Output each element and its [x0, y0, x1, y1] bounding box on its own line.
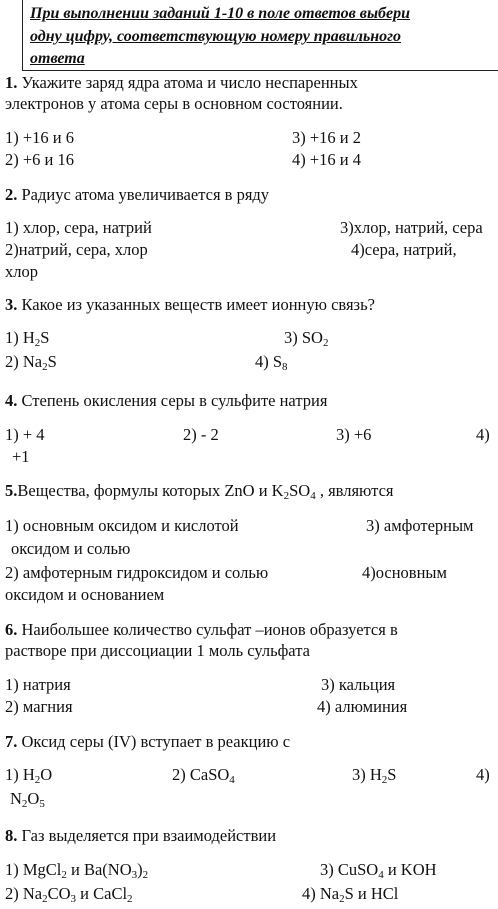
q8-text: Газ выделяется при взаимодействии — [17, 826, 277, 845]
q5-text-part: SO — [289, 481, 311, 500]
q3-opt1-part: 1) H — [5, 328, 35, 347]
q6-option-1[interactable]: 1) натрия — [5, 675, 71, 694]
q1-option-4[interactable]: 4) +16 и 4 — [292, 150, 362, 169]
q7-option-4[interactable]: 4) — [476, 765, 490, 784]
q8-opt2-part: и CaCl — [76, 884, 128, 903]
q5-subscript: 4 — [310, 490, 316, 502]
q5-option-4-continued: оксидом и основанием — [5, 585, 165, 604]
q7-opt4-subscript: 2 — [21, 798, 28, 810]
q8-opt2-subscript: 3 — [70, 893, 77, 905]
q7-text-line — [5, 732, 290, 751]
q7-opt4-subscript: 5 — [39, 798, 45, 810]
q3-opt4-subscript: 8 — [282, 361, 288, 373]
q8-option-4[interactable] — [302, 884, 398, 903]
q6-text-1: Наибольшее количество сульфат –ионов образуется в — [17, 620, 398, 639]
q3-number: 3. — [5, 295, 18, 314]
q8-opt1-subscript: 2 — [61, 869, 67, 881]
q8-opt1-part: ) — [137, 860, 143, 879]
q5-subscript: 2 — [283, 490, 290, 502]
q7-option-1[interactable] — [5, 765, 52, 784]
q8-opt3-subscript: 4 — [378, 869, 384, 881]
q5-option-4[interactable]: 4)основным — [362, 563, 447, 582]
q8-option-2[interactable] — [5, 884, 133, 903]
q8-opt4-subscript: 2 — [339, 893, 345, 905]
q6-text-line-2: растворе при диссоциации 1 моль сульфата — [5, 641, 310, 660]
q7-number: 7. — [5, 732, 18, 751]
q8-opt2-subscript: 2 — [42, 893, 48, 905]
q4-option-2[interactable]: 2) - 2 — [183, 425, 219, 444]
q8-opt1-part: 1) MgCl — [5, 860, 62, 879]
q5-text-part: , являются — [315, 481, 394, 500]
q5-text-part: Вещества, формулы которых ZnO и K — [17, 481, 284, 500]
q3-opt2-part: 2) Na — [5, 352, 43, 371]
q4-number: 4. — [5, 391, 18, 410]
q7-opt3-part: 3) H — [352, 765, 382, 784]
q8-opt3-part: и KOH — [383, 860, 437, 879]
q5-option-3[interactable]: 3) амфотерным — [366, 516, 474, 535]
q3-text: Какое из указанных веществ имеет ионную связь? — [17, 295, 375, 314]
q8-opt1-subscript: 2 — [142, 869, 149, 881]
q3-text-line — [5, 295, 375, 314]
q3-option-4[interactable] — [255, 352, 288, 371]
q8-opt4-part: 4) Na — [302, 884, 340, 903]
q1-text-line-2: электронов у атома серы в основном состоянии. — [5, 94, 343, 113]
q4-option-4-continued: +1 — [12, 447, 30, 466]
q3-opt2-subscript: 2 — [42, 361, 48, 373]
q3-opt1-subscript: 2 — [34, 337, 41, 349]
q7-opt3-part: S — [387, 765, 397, 784]
q7-opt3-subscript: 2 — [381, 774, 388, 786]
q8-opt2-subscript: 2 — [127, 893, 133, 905]
q1-option-2[interactable]: 2) +6 и 16 — [5, 150, 75, 169]
q2-text: Радиус атома увеличивается в ряду — [17, 185, 270, 204]
q3-option-1[interactable] — [5, 328, 49, 347]
q4-text: Степень окисления серы в сульфите натрия — [17, 391, 328, 410]
q4-option-4[interactable]: 4) — [476, 425, 490, 444]
q8-opt3-part: 3) CuSO — [320, 860, 379, 879]
instruction-line-3: ответа — [30, 50, 85, 67]
q7-option-2[interactable] — [172, 765, 235, 784]
q2-option-2[interactable]: 2)натрий, сера, хлор — [5, 240, 148, 259]
q6-option-3[interactable]: 3) кальция — [321, 675, 396, 694]
q5-text-line — [5, 481, 393, 500]
q7-option-3[interactable] — [352, 765, 396, 784]
q8-opt2-part: CO — [47, 884, 71, 903]
q8-option-3[interactable] — [320, 860, 437, 879]
q2-option-3[interactable]: 3)хлор, натрий, сера — [340, 218, 483, 237]
q3-option-2[interactable] — [5, 352, 57, 371]
q8-text-line — [5, 826, 276, 845]
q2-number: 2. — [5, 185, 18, 204]
q4-option-3[interactable]: 3) +6 — [336, 425, 372, 444]
q2-option-4-continued: хлор — [5, 262, 38, 281]
q3-option-3[interactable] — [284, 328, 328, 347]
q1-number: 1. — [5, 73, 18, 92]
q6-option-4[interactable]: 4) алюминия — [317, 697, 408, 716]
q7-text: Оксид серы (IV) вступает в реакцию с — [17, 732, 291, 751]
q1-text-line-1 — [5, 73, 358, 92]
q1-text-1: Укажите заряд ядра атома и число неспаренных — [17, 73, 358, 92]
q1-option-1[interactable]: 1) +16 и 6 — [5, 128, 75, 147]
q8-number: 8. — [5, 826, 18, 845]
q7-opt1-part: 1) H — [5, 765, 35, 784]
q2-text-line — [5, 185, 269, 204]
q8-opt1-part: и Ba(NO — [66, 860, 132, 879]
q7-opt4-part: N — [10, 789, 22, 808]
q4-text-line — [5, 391, 327, 410]
q8-opt2-part: 2) Na — [5, 884, 43, 903]
q7-option-4-continued — [10, 789, 45, 808]
q3-opt1-part: S — [40, 328, 50, 347]
q3-opt2-part: S — [47, 352, 57, 371]
q1-option-3[interactable]: 3) +16 и 2 — [292, 128, 362, 147]
q3-opt4-part: 4) S — [255, 352, 283, 371]
q7-opt1-subscript: 2 — [34, 774, 41, 786]
q7-opt1-part: O — [40, 765, 53, 784]
q6-option-2[interactable]: 2) магния — [5, 697, 73, 716]
q3-opt3-part: 3) SO — [284, 328, 323, 347]
q5-option-3-continued: оксидом и солью — [11, 539, 131, 558]
q2-option-4[interactable]: 4)сера, натрий, — [351, 240, 457, 259]
q2-option-1[interactable]: 1) хлор, сера, натрий — [5, 218, 152, 237]
q8-opt4-part: S и HCl — [344, 884, 399, 903]
q6-number: 6. — [5, 620, 18, 639]
instruction-line-1: При выполнении заданий 1-10 в поле ответов выбери — [30, 5, 411, 22]
q4-option-1[interactable]: 1) + 4 — [5, 425, 45, 444]
q7-opt4-part: O — [27, 789, 40, 808]
q3-opt3-subscript: 2 — [322, 337, 329, 349]
q5-number: 5. — [5, 481, 18, 500]
q5-option-2[interactable]: 2) амфотерным гидроксидом и солью — [5, 563, 269, 582]
instruction-line-2: одну цифру, соответствующую номеру правильного — [30, 28, 402, 45]
q8-option-1[interactable] — [5, 860, 148, 879]
q5-option-1[interactable]: 1) основным оксидом и кислотой — [5, 516, 239, 535]
q6-text-line-1 — [5, 620, 398, 639]
q8-opt1-subscript: 3 — [131, 869, 138, 881]
q7-opt2-subscript: 4 — [229, 774, 235, 786]
q7-opt2-part: 2) CaSO — [172, 765, 230, 784]
